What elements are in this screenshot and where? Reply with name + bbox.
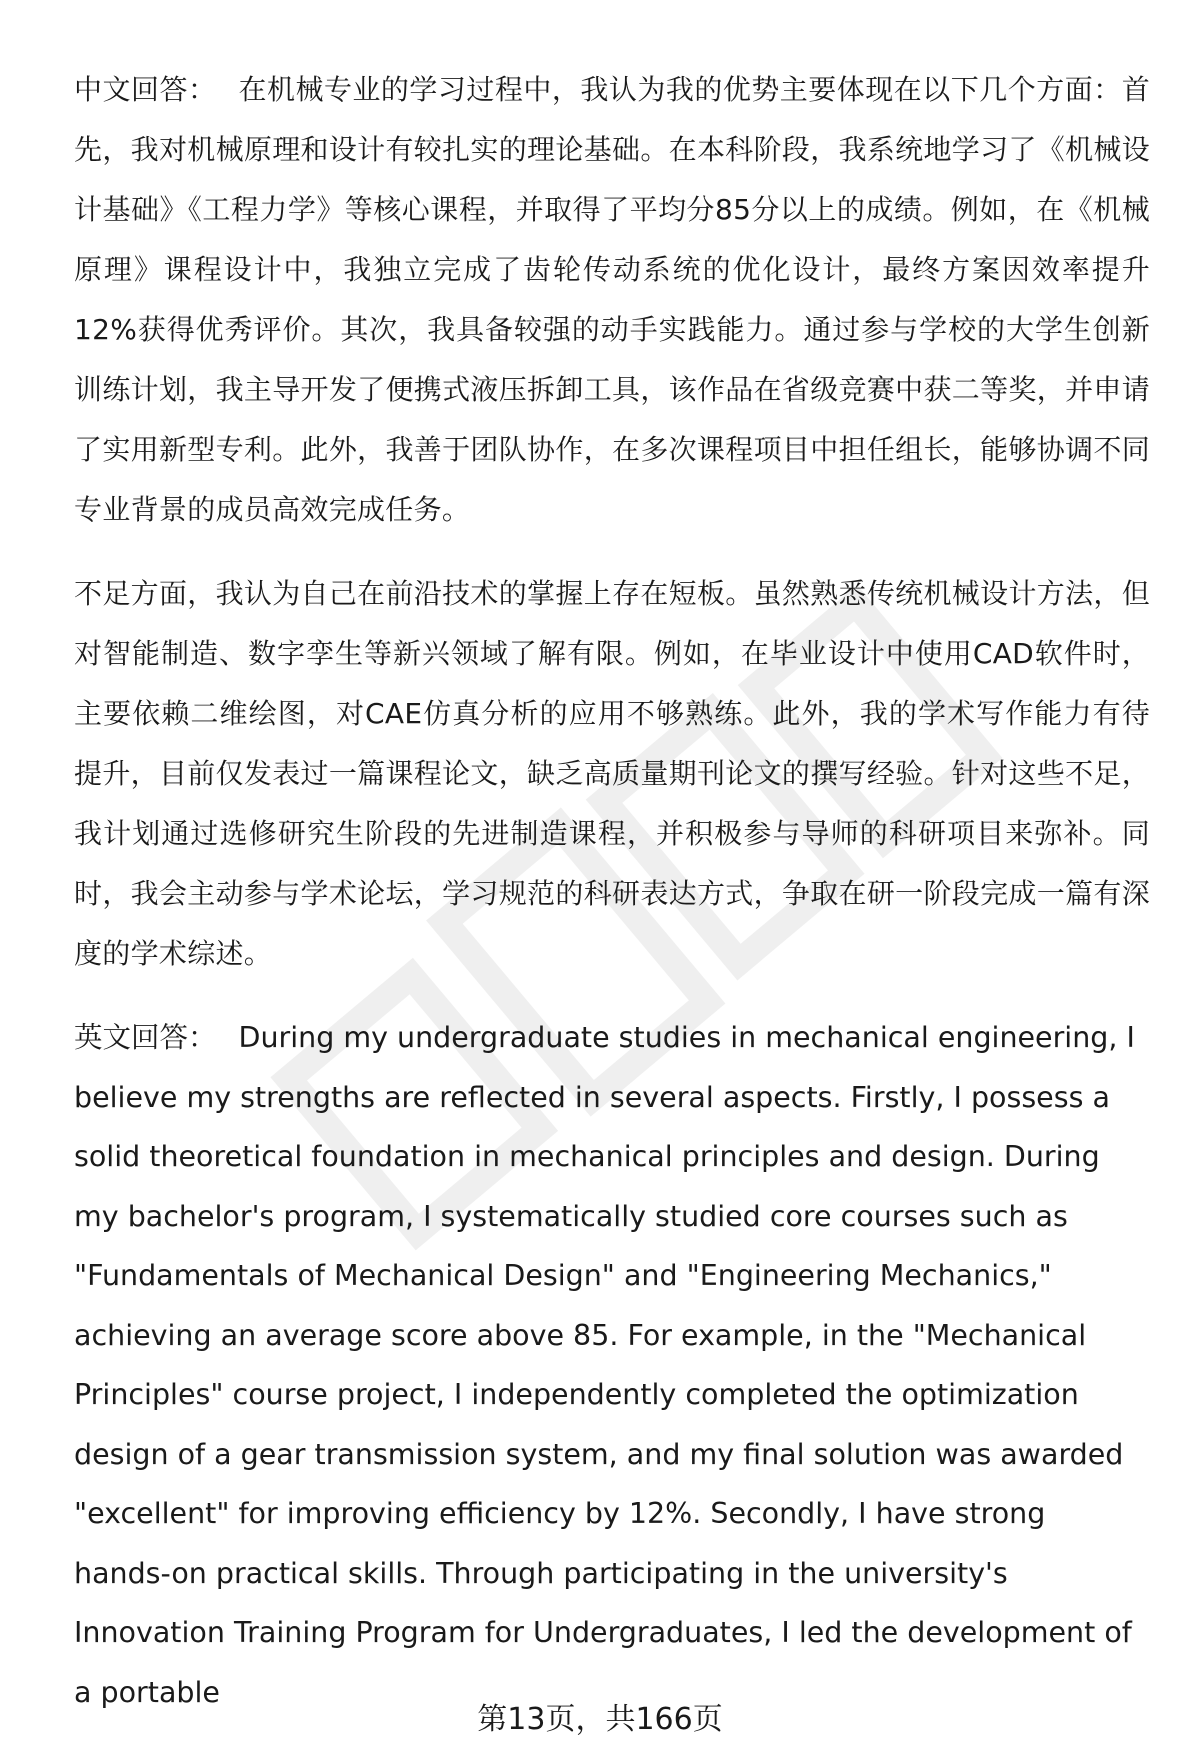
paragraph-english-answer [74,1008,1150,1722]
paragraph-text: During my undergraduate studies in mechanical engineering, I believe my strengths are reflected in several aspects. Firstly, I possess a solid theoretical foundation in mechanical principles and design. During my bachelor's program, I systematically studied core courses such as "Fundamentals of Mechanical Design" and "Engineering Mechanics," achieving an average score above 85. For example, in the "Mechanical Principles" course project, I independently completed the optimization design of a gear transmission system, and my final solution was awarded "excellent" for improving efficiency by 12%. Secondly, I have strong hands-on practical skills. Through participating in the university's Innovation Training Program for Undergraduates, I led the development of a portable [74,1021,1135,1709]
page-number: 第13页，共166页 [477,1702,723,1737]
paragraph-chinese-weaknesses [74,564,1150,984]
document-body [74,60,1150,1722]
paragraph-text: 不足方面，我认为自己在前沿技术的掌握上存在短板。虽然熟悉传统机械设计方法，但对智能制造、数字孪生等新兴领域了解有限。例如，在毕业设计中使用CAD软件时，主要依赖二维绘图，对CAE仿真分析的应用不够熟练。此外，我的学术写作能力有待提升，目前仅发表过一篇课程论文，缺乏高质量期刊论文的撰写经验。针对这些不足，我计划通过选修研究生阶段的先进制造课程，并积极参与导师的科研项目来弥补。同时，我会主动参与学术论坛，学习规范的科研表达方式，争取在研一阶段完成一篇有深度的学术综述。 [74,577,1150,970]
paragraph-chinese-strengths [74,60,1150,540]
paragraph-label-chinese: 中文回答： [74,73,217,106]
paragraph-label-english: 英文回答： [74,1021,217,1054]
paragraph-text: 在机械专业的学习过程中，我认为我的优势主要体现在以下几个方面：首先，我对机械原理和设计有较扎实的理论基础。在本科阶段，我系统地学习了《机械设计基础》《工程力学》等核心课程，并取得了平均分85分以上的成绩。例如，在《机械原理》课程设计中，我独立完成了齿轮传动系统的优化设计，最终方案因效率提升12%获得优秀评价。其次，我具备较强的动手实践能力。通过参与学校的大学生创新训练计划，我主导开发了便携式液压拆卸工具，该作品在省级竞赛中获二等奖，并申请了实用新型专利。此外，我善于团队协作，在多次课程项目中担任组长，能够协调不同专业背景的成员高效完成任务。 [74,73,1150,526]
